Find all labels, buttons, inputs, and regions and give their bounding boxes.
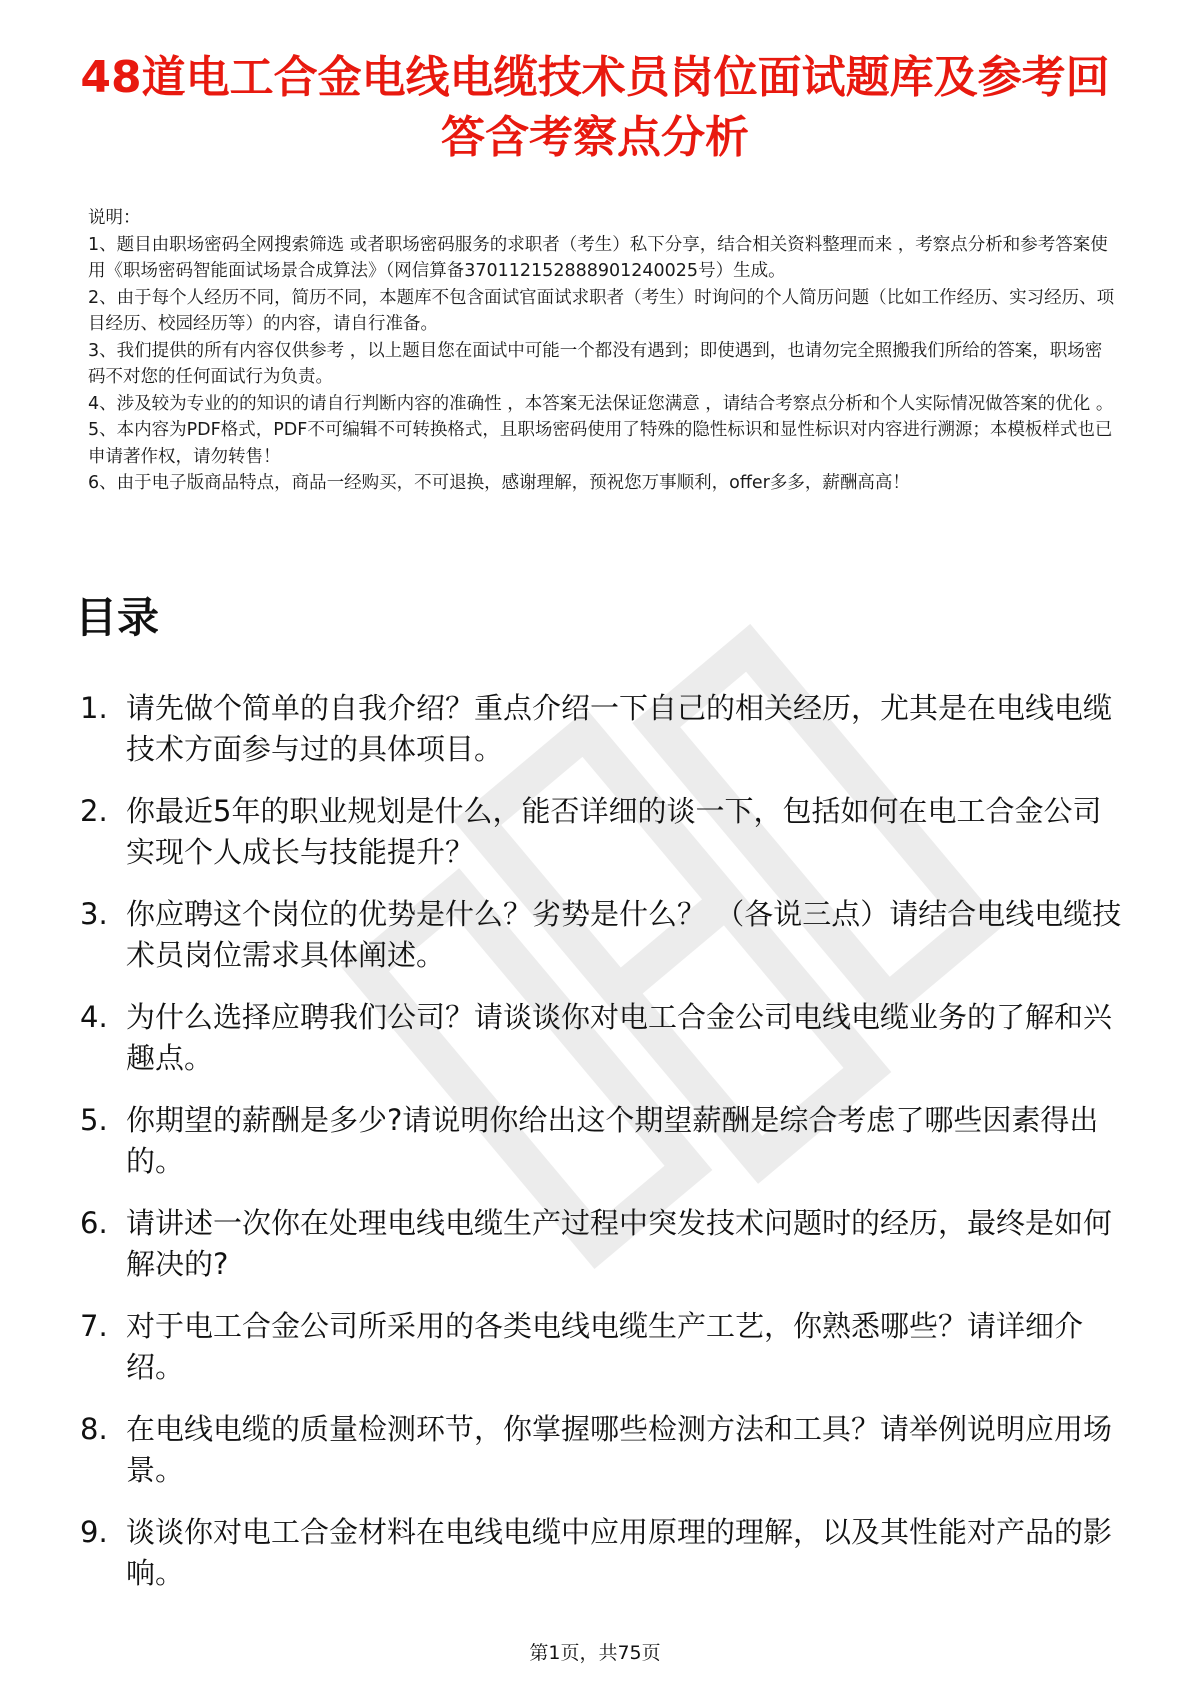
toc-item-text: 请先做个简单的自我介绍？重点介绍一下自己的相关经历，尤其是在电线电缆技术方面参与过的具体项目。 — [126, 691, 1113, 766]
toc-item-number: 7. — [80, 1309, 108, 1343]
note-item: 3、我们提供的所有内容仅供参考 ，以上题目您在面试中可能一个都没有遇到；即使遇到，也请勿完全照搬我们所给的答案，职场密码不对您的任何面试行为负责。 — [88, 340, 1103, 387]
toc-item[interactable] — [80, 894, 1130, 976]
toc-item-text: 你最近5年的职业规划是什么，能否详细的谈一下，包括如何在电工合金公司实现个人成长与技能提升？ — [126, 794, 1102, 869]
document-title: 48道电工合金电线电缆技术员岗位面试题库及参考回答含考察点分析 — [80, 52, 1110, 163]
note-item: 4、涉及较为专业的的知识的请自行判断内容的准确性 ，本答案无法保证您满意 ，请结合考察点分析和个人实际情况做答案的优化 。 — [88, 393, 1114, 414]
toc-item[interactable] — [80, 688, 1130, 770]
note-item: 2、由于每个人经历不同，简历不同，本题库不包含面试官面试求职者（考生）时询问的个人简历问题（比如工作经历、实习经历、项目经历、校园经历等）的内容，请自行准备。 — [88, 287, 1115, 334]
note-item: 5、本内容为PDF格式，PDF不可编辑不可转换格式，且职场密码使用了特殊的隐性标识和显性标识对内容进行溯源；本模板样式也已申请著作权，请勿转售！ — [88, 420, 1113, 467]
toc-item-number: 3. — [80, 897, 108, 931]
note-item: 1、题目由职场密码全网搜索筛选 或者职场密码服务的求职者（考生）私下分享，结合相关资料整理而来 ，考察点分析和参考答案使用《职场密码智能面试场景合成算法》（网信算备370112152888901240025号）生成。 — [88, 234, 1108, 281]
toc-item[interactable] — [80, 1306, 1130, 1388]
toc-item-number: 4. — [80, 1000, 108, 1034]
table-of-contents — [80, 688, 1130, 1615]
toc-item-number: 5. — [80, 1103, 108, 1137]
toc-item-number: 9. — [80, 1515, 108, 1549]
toc-item-text: 谈谈你对电工合金材料在电线电缆中应用原理的理解，以及其性能对产品的影响。 — [126, 1515, 1113, 1590]
toc-item-text: 为什么选择应聘我们公司？请谈谈你对电工合金公司电线电缆业务的了解和兴趣点。 — [126, 1000, 1113, 1075]
toc-item[interactable] — [80, 1512, 1130, 1594]
toc-item-text: 你期望的薪酬是多少?请说明你给出这个期望薪酬是综合考虑了哪些因素得出的。 — [126, 1103, 1099, 1178]
toc-item-number: 6. — [80, 1206, 108, 1240]
page-footer: 第1页，共75页 — [529, 1642, 661, 1664]
toc-item[interactable] — [80, 1100, 1130, 1182]
toc-item-text: 在电线电缆的质量检测环节，你掌握哪些检测方法和工具？请举例说明应用场景。 — [126, 1412, 1113, 1487]
notes-heading: 说明： — [88, 208, 141, 228]
toc-item-text: 对于电工合金公司所采用的各类电线电缆生产工艺，你熟悉哪些？请详细介绍。 — [126, 1309, 1084, 1384]
note-item: 6、由于电子版商品特点，商品一经购买，不可退换，感谢理解，预祝您万事顺利，offer多多，薪酬高高！ — [88, 473, 910, 493]
toc-heading: 目录 — [75, 593, 160, 642]
toc-item[interactable] — [80, 997, 1130, 1079]
disclaimer-notes — [88, 205, 1118, 497]
toc-item-number: 8. — [80, 1412, 108, 1446]
toc-item-number: 1. — [80, 691, 108, 725]
toc-item-number: 2. — [80, 794, 108, 828]
toc-item[interactable] — [80, 1409, 1130, 1491]
toc-item-text: 你应聘这个岗位的优势是什么？劣势是什么？ （各说三点）请结合电线电缆技术员岗位需求具体阐述。 — [126, 897, 1122, 972]
toc-item[interactable] — [80, 1203, 1130, 1285]
toc-item[interactable] — [80, 791, 1130, 873]
toc-item-text: 请讲述一次你在处理电线电缆生产过程中突发技术问题时的经历，最终是如何解决的? — [126, 1206, 1113, 1281]
